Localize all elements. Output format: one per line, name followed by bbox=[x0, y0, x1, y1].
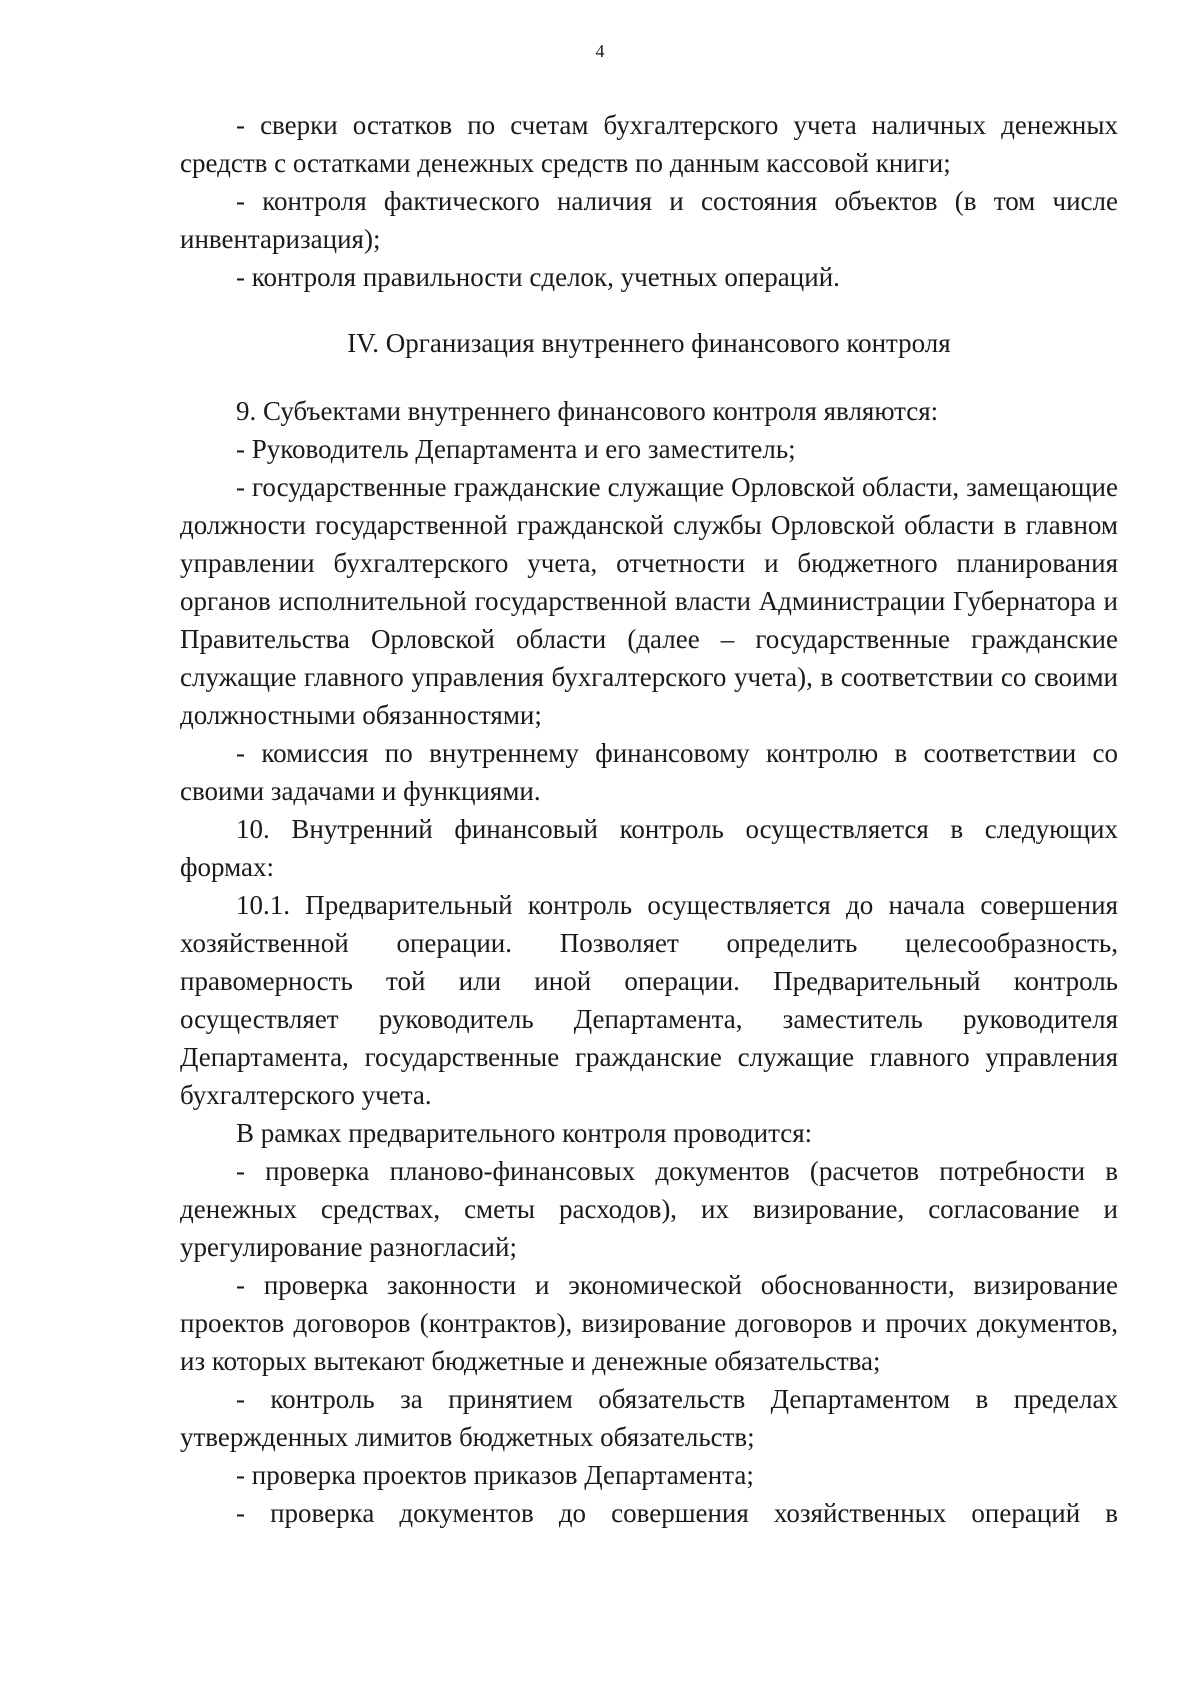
preliminary-item: - проверка документов до совершения хозяйственных операций в bbox=[236, 1498, 1118, 1528]
subject-item: - государственные гражданские служащие Орловской области, замещающие должности государственной гражданской службы Орловской области в главном управлении бухгалтерского учета, отчетности и бюджетного планирования органов исполнительной государственной власти Администрации Губернатора и Правительства Орловской области (далее – государственные гражданские служащие главного управления бухгалтерского учета), в соответствии со своими должностными обязанностями; bbox=[180, 472, 1118, 730]
preliminary-control-paragraph: 10.1. Предварительный контроль осуществляется до начала совершения хозяйственной операции. Позволяет определить целесообразность, правомерность той или иной операции. Предварительный контроль осуществляет руководитель Департамента, заместитель руководителя Департамента, государственные гражданские служащие главного управления бухгалтерского учета. bbox=[180, 890, 1118, 1110]
document-body bbox=[180, 106, 1118, 1532]
preliminary-item: - контроль за принятием обязательств Департаментом в пределах утвержденных лимитов бюджетных обязательств; bbox=[180, 1384, 1118, 1452]
section-heading: IV. Организация внутреннего финансового контроля bbox=[347, 328, 951, 358]
page-number: 4 bbox=[595, 41, 605, 61]
preliminary-item: - проверка проектов приказов Департамента; bbox=[236, 1460, 754, 1490]
intro-item: - сверки остатков по счетам бухгалтерского учета наличных денежных средств с остатками денежных средств по данным кассовой книги; bbox=[180, 110, 1118, 178]
preliminary-list-intro: В рамках предварительного контроля проводится: bbox=[236, 1118, 813, 1148]
subject-item: - Руководитель Департамента и его заместитель; bbox=[236, 434, 796, 464]
preliminary-item: - проверка планово-финансовых документов (расчетов потребности в денежных средствах, сметы расходов), их визирование, согласование и урегулирование разногласий; bbox=[180, 1156, 1118, 1262]
subject-item: - комиссия по внутреннему финансовому контролю в соответствии со своими задачами и функциями. bbox=[180, 738, 1118, 806]
intro-item: - контроля правильности сделок, учетных операций. bbox=[236, 262, 840, 292]
preliminary-item: - проверка законности и экономической обоснованности, визирование проектов договоров (контрактов), визирование договоров и прочих документов, из которых вытекают бюджетные и денежные обязательства; bbox=[180, 1270, 1118, 1376]
subjects-intro: 9. Субъектами внутреннего финансового контроля являются: bbox=[236, 396, 939, 426]
forms-intro: 10. Внутренний финансовый контроль осуществляется в следующих формах: bbox=[180, 814, 1118, 882]
intro-item: - контроля фактического наличия и состояния объектов (в том числе инвентаризация); bbox=[180, 186, 1118, 254]
